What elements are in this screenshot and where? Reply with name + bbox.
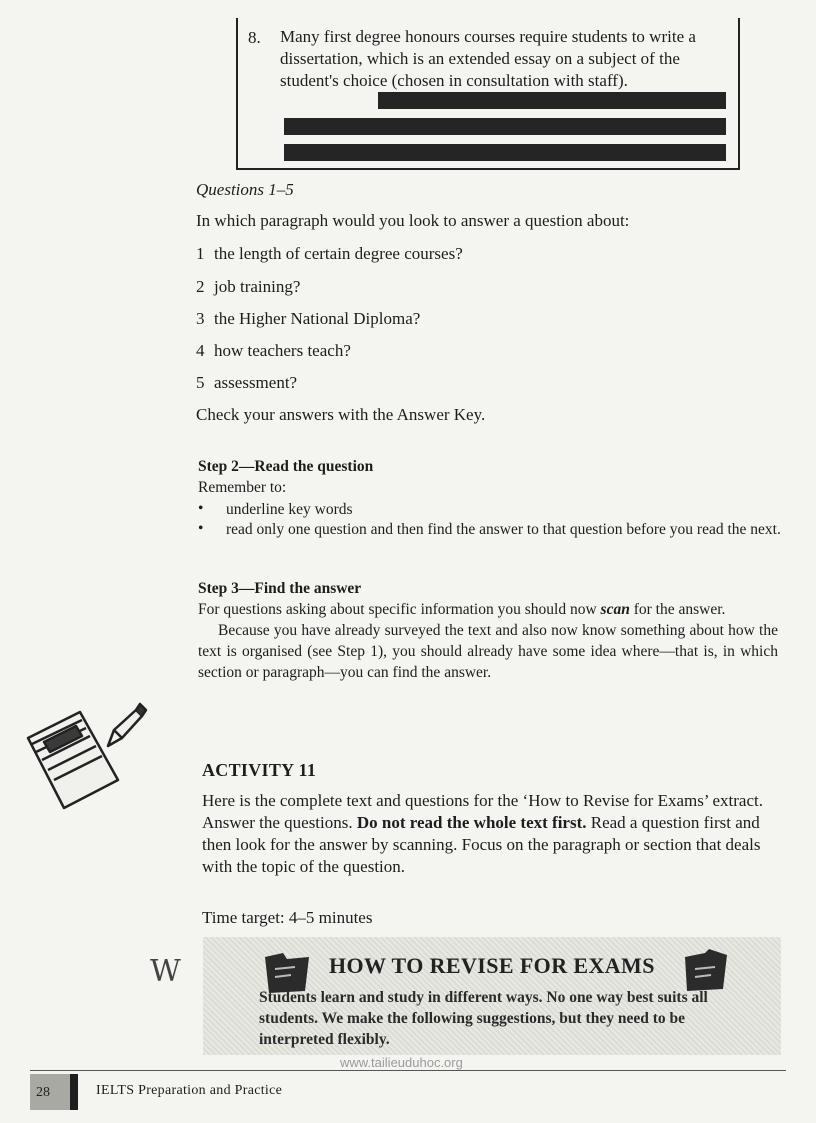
page-number: 28 (36, 1085, 50, 1100)
time-target: Time target: 4–5 minutes (202, 908, 373, 927)
paragraph-number: 8. (248, 28, 261, 47)
bullet-icon: • (198, 520, 204, 537)
question-item (196, 244, 463, 264)
question-text: the Higher National Diploma? (214, 309, 421, 328)
watermark: www.tailieuduhoc.org (340, 1055, 463, 1070)
question-item (196, 309, 420, 329)
activity-bold-instruction: Do not read the whole text first. (356, 813, 587, 832)
question-number: 1 (196, 244, 205, 263)
remember-label: Remember to: (198, 479, 287, 496)
question-number: 5 (196, 373, 205, 392)
step-2-title: Step 2—Read the question (198, 458, 374, 475)
footer-bar (70, 1074, 78, 1110)
step-3-body (198, 599, 778, 683)
scan-emphasis: scan (600, 601, 630, 618)
revise-for-exams-panel (203, 937, 781, 1055)
step-3-paragraph: For questions asking about specific information you should now scan for the answer. (198, 601, 726, 618)
redacted-bar (284, 118, 726, 135)
bullet-text: underline key words (226, 501, 353, 518)
question-item (196, 341, 351, 361)
redacted-bar (284, 144, 726, 161)
paragraph-8-text: Many first degree honours courses require students to write a dissertation, which is an extended essay on a subject of the student's choice (chosen in consultation with staff). (280, 27, 696, 90)
bullet-item (198, 499, 788, 520)
bullet-icon: • (198, 500, 204, 517)
question-text: the length of certain degree courses? (214, 244, 463, 263)
questions-heading: Questions 1–5 (196, 180, 294, 199)
bullet-item (198, 519, 788, 540)
book-title: IELTS Preparation and Practice (96, 1083, 283, 1098)
question-number: 2 (196, 277, 205, 296)
notepad-pencil-icon (18, 690, 148, 820)
question-item (196, 373, 297, 393)
check-answers-note: Check your answers with the Answer Key. (196, 405, 486, 424)
question-number: 4 (196, 341, 205, 360)
question-text: assessment? (214, 373, 298, 392)
footer-rule (30, 1070, 786, 1071)
question-text: how teachers teach? (214, 341, 351, 360)
step-3-paragraph: Because you have already surveyed the text and also now know something about how the text is organised (see Step 1), you should already have some idea where—that is, in which section or paragraph—you can find the answer. (198, 622, 778, 681)
revise-intro-text: Students learn and study in different ways. No one way best suits all students. We make the following suggestions, but they need to be interpreted flexibly. (259, 989, 708, 1048)
question-item (196, 277, 300, 297)
question-text: job training? (214, 277, 301, 296)
activity-heading: ACTIVITY 11 (202, 760, 317, 780)
activity-instructions: Here is the complete text and questions for the ‘How to Revise for Exams’ extract. Answer the questions. Do not read the whole text first. Read a question first and then look for the answer by scanning. Focus on the paragraph or section that deals with the topic of the question. (202, 791, 763, 876)
question-number: 3 (196, 309, 205, 328)
paragraph-8-box (236, 18, 740, 170)
revise-title: HOW TO REVISE FOR EXAMS (329, 953, 655, 978)
step-3-title: Step 3—Find the answer (198, 580, 362, 597)
handwritten-mark: W (150, 954, 181, 989)
bullet-text: read only one question and then find the answer to that question before you read the next. (226, 521, 781, 538)
redacted-bar (378, 92, 726, 109)
questions-prompt: In which paragraph would you look to answer a question about: (196, 211, 630, 230)
